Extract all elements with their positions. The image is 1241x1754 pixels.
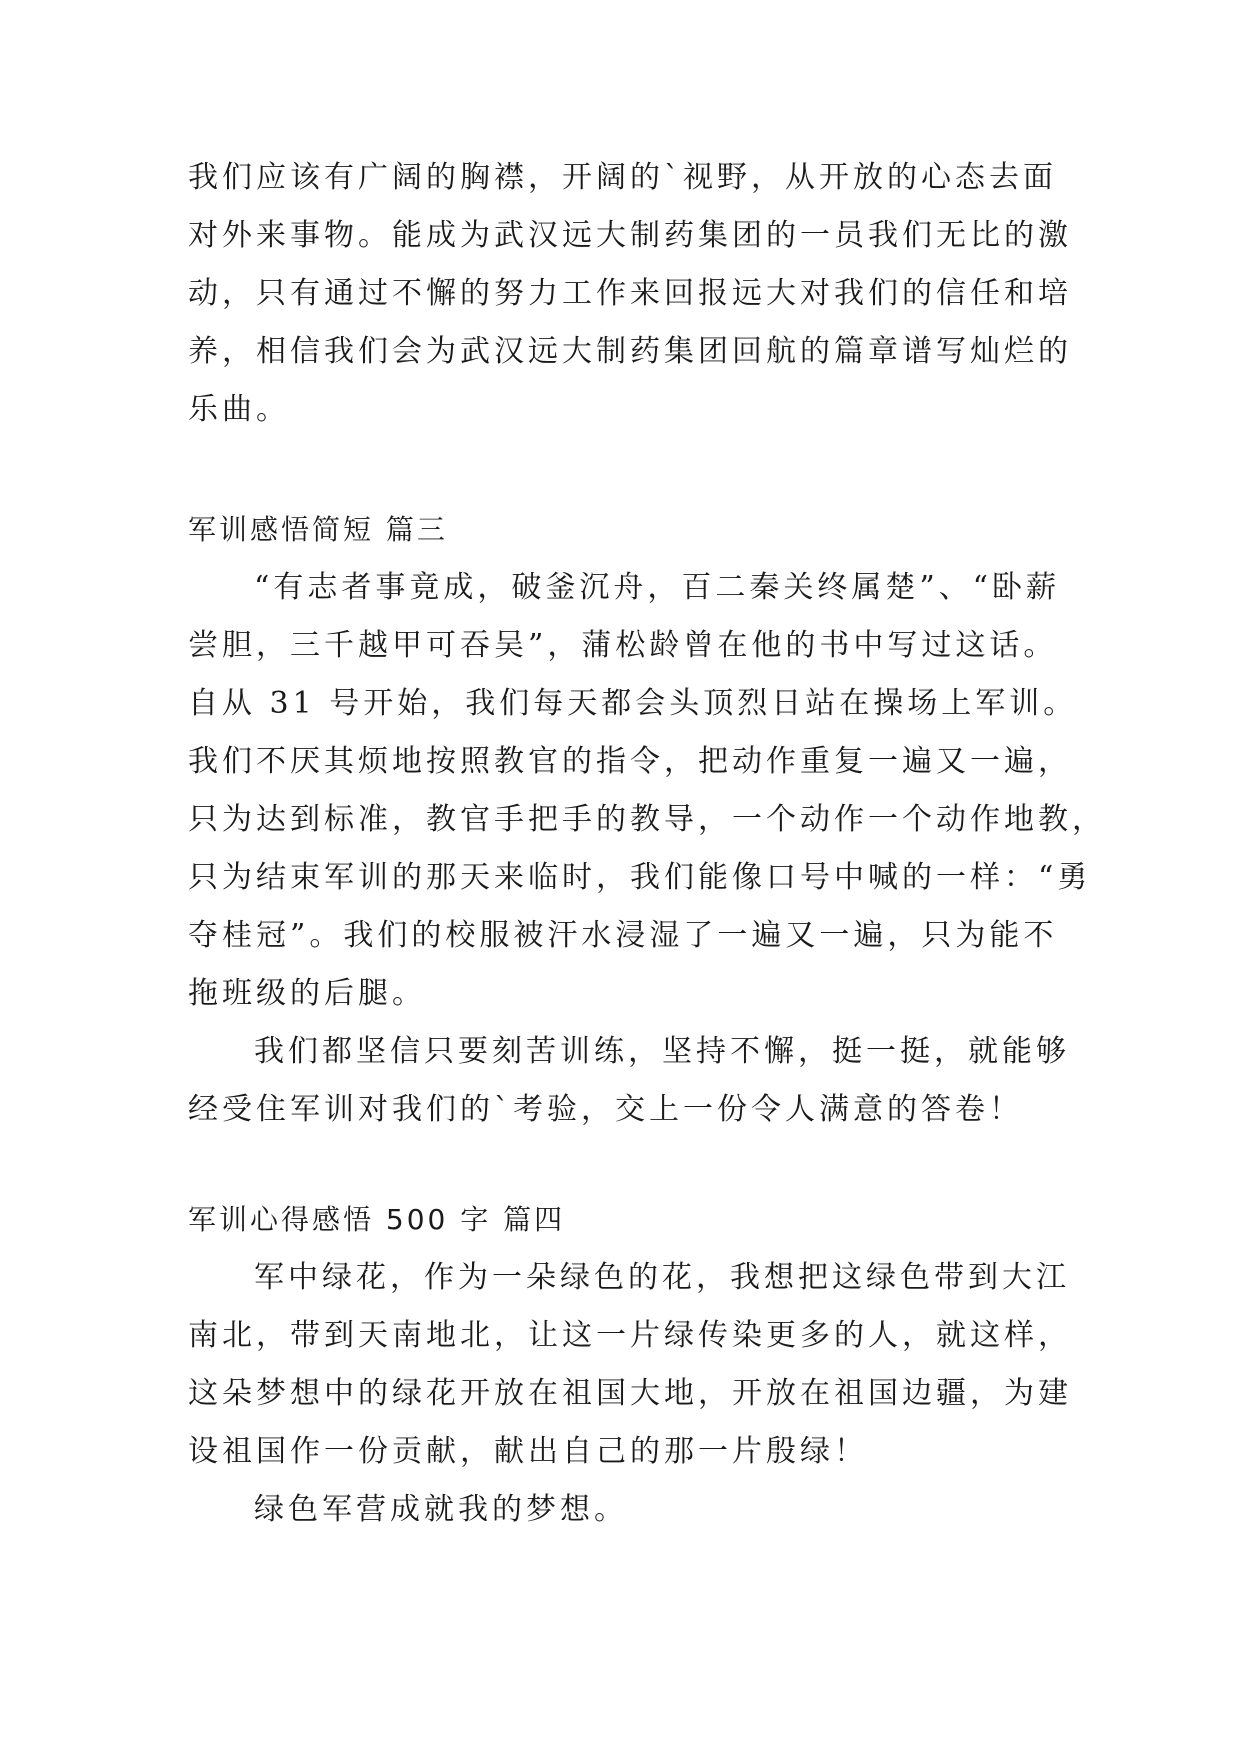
paragraph-line: 我们不厌其烦地按照教官的指令，把动作重复一遍又一遍， xyxy=(188,744,1072,779)
paragraph-line: 军中绿花，作为一朵绿色的花，我想把这绿色带到大江 xyxy=(254,1260,1070,1295)
paragraph-line: “有志者事竟成，破釜沉舟，百二秦关终属楚”、“卧薪 xyxy=(254,570,1061,605)
paragraph-line: 乐曲。 xyxy=(188,392,290,427)
paragraph-line: 南北，带到天南地北，让这一片绿传染更多的人，就这样， xyxy=(188,1318,1072,1353)
paragraph-line: 经受住军训对我们的`考验，交上一份令人满意的答卷！ xyxy=(188,1092,1023,1127)
paragraph-line: 只为达到标准，教官手把手的教导，一个动作一个动作地教， xyxy=(188,802,1106,837)
paragraph-line: 对外来事物。能成为武汉远大制药集团的一员我们无比的激 xyxy=(188,218,1072,253)
paragraph-line: 动，只有通过不懈的努力工作来回报远大对我们的信任和培 xyxy=(188,276,1072,311)
paragraph-line: 只为结束军训的那天来临时，我们能像口号中喊的一样：“勇 xyxy=(188,860,1092,895)
paragraph-line: 拖班级的后腿。 xyxy=(188,976,426,1011)
paragraph-line: 自从 31 号开始，我们每天都会头顶烈日站在操场上军训。 xyxy=(188,686,1078,721)
paragraph-line: 养，相信我们会为武汉远大制药集团回航的篇章谱写灿烂的 xyxy=(188,334,1072,369)
paragraph-line: 尝胆，三千越甲可吞吴”，蒲松龄曾在他的书中写过这话。 xyxy=(188,628,1058,663)
section-heading: 军训心得感悟 500 字 篇四 xyxy=(188,1203,566,1236)
paragraph-line: 绿色军营成就我的梦想。 xyxy=(254,1492,628,1527)
paragraph-line: 设祖国作一份贡献，献出自己的那一片殷绿！ xyxy=(188,1434,868,1469)
paragraph-line: 我们应该有广阔的胸襟，开阔的`视野，从开放的心态去面 xyxy=(188,160,1057,195)
paragraph-line: 我们都坚信只要刻苦训练，坚持不懈，挺一挺，就能够 xyxy=(254,1034,1070,1069)
section-heading: 军训感悟简短 篇三 xyxy=(188,513,448,546)
paragraph-line: 夺桂冠”。我们的校服被汗水浸湿了一遍又一遍，只为能不 xyxy=(188,918,1058,953)
paragraph-line: 这朵梦想中的绿花开放在祖国大地，开放在祖国边疆，为建 xyxy=(188,1376,1072,1411)
